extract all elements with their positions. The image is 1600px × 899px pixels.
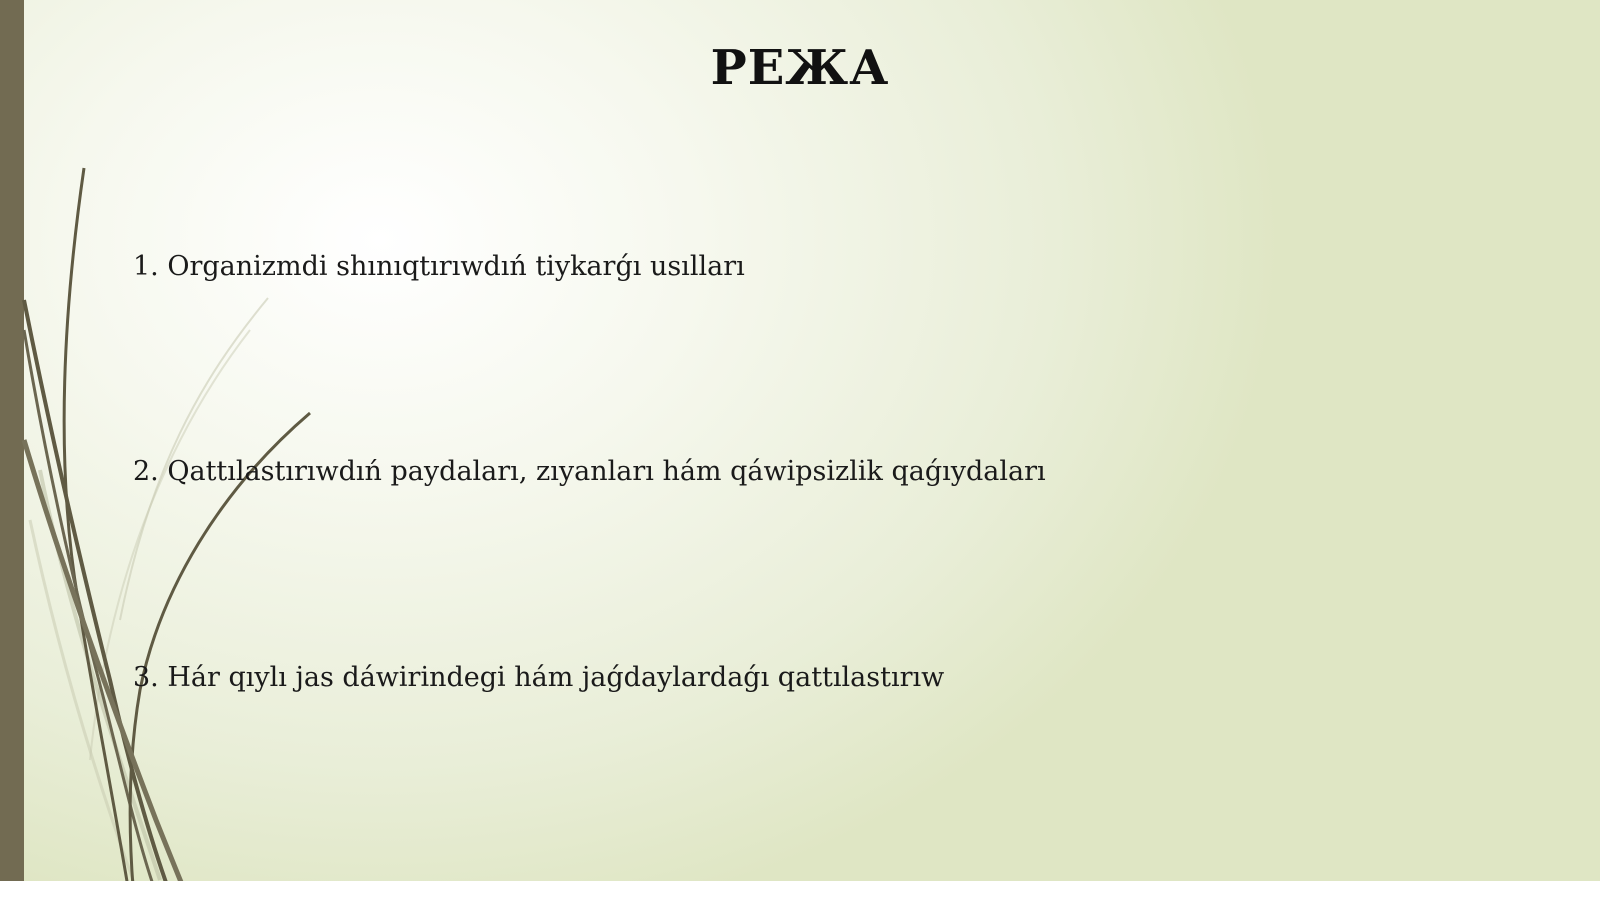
bottom-strip — [0, 881, 1600, 899]
grass-blades-decoration — [0, 0, 420, 899]
plan-item-2: 2. Qattılastırıwdıń paydaları, zıyanları hám qáwipsizlik qaǵıydaları — [133, 456, 1046, 487]
slide-title: РЕЖА — [710, 40, 890, 96]
plan-item-3: 3. Hár qıylı jas dáwirindegi hám jaǵdaylardaǵı qattılastırıw — [133, 662, 945, 693]
plan-item-1: 1. Organizmdi shınıqtırıwdıń tiykarǵı usılları — [133, 251, 745, 282]
